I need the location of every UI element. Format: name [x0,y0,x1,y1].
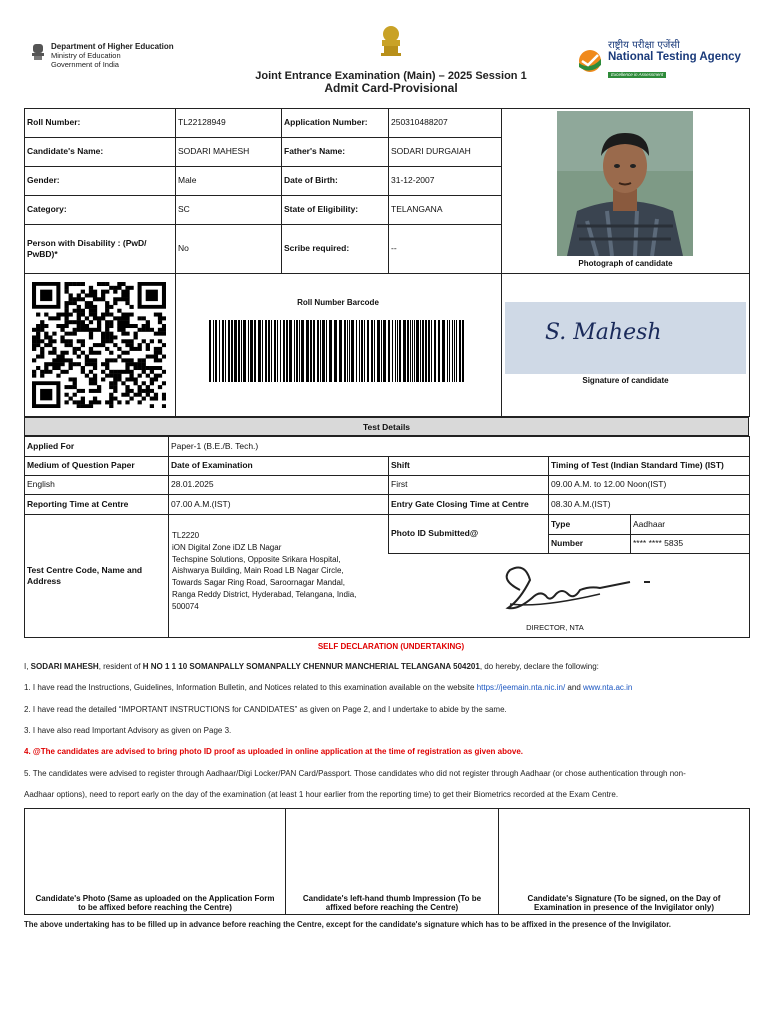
category-value: SC [178,204,190,214]
candidate-signature: S. Mahesh [545,320,662,345]
qr-code-icon [32,282,166,408]
candidate-name-label: Candidate's Name: [27,146,104,156]
timing-value: 09.00 A.M. to 12.00 Noon(IST) [551,479,667,489]
intro-address: H NO 1 1 10 SOMANPALLY SOMANPALLY CHENNUR MANCHERIAL TELANGANA 504201 [142,662,480,671]
reporting-time-label: Reporting Time at Centre [27,498,129,509]
declaration-point-4: 4. @The candidates are advised to bring photo ID proof as uploaded in online application at the time of registration as given above. [24,747,523,756]
photo-id-label: Photo ID Submitted@ [391,528,479,538]
application-number-label: Application Number: [284,117,368,127]
pwd-label: Person with Disability : (PwD/ PwBD)* [27,237,147,259]
scribe-label: Scribe required: [284,243,350,253]
thumb-impression-box [285,808,499,915]
shift-label: Shift [391,460,410,470]
nta-hindi-name: राष्ट्रीय परीक्षा एजेंसी [608,40,680,51]
undertaking-footer-note: The above undertaking has to be filled up in advance before reaching the Centre, except for the candidate's signature which has to be affixed in the presence of the Invigilator. [24,920,671,929]
department-name: Department of Higher Education [51,42,174,51]
admit-card-header [0,0,768,100]
applied-for-value: Paper-1 (B.E./B. Tech.) [171,440,259,451]
roll-number-value: TL22128949 [178,117,226,127]
state-eligibility-label: State of Eligibility: [284,204,359,214]
person-photo-icon [557,111,693,256]
barcode-caption: Roll Number Barcode [297,298,379,307]
photo-box-caption: Candidate's Photo (Same as uploaded on the Application Form to be affixed before reaching the Centre) [35,894,275,912]
photo-caption: Photograph of candidate [578,259,673,268]
medium-value: English [27,479,55,489]
declaration-point-2: 2. I have read the detailed “IMPORTANT INSTRUCTIONS for CANDIDATES” as given on Page 2, and I undertake to abide by the same. [24,705,507,714]
intro-text: I, [24,662,31,671]
medium-label: Medium of Question Paper [27,460,135,470]
point-text: and [565,683,583,692]
id-number-value: **** **** 5835 [633,538,684,548]
department-block [30,42,174,69]
director-caption: DIRECTOR, NTA [526,623,584,632]
jeemain-link[interactable]: https://jeemain.nta.nic.in/ [476,683,566,692]
national-emblem-icon [30,42,46,62]
candidate-signature-box [505,302,746,374]
timing-label: Timing of Test (Indian Standard Time) (IST) [551,460,724,470]
dob-value: 31-12-2007 [391,175,435,185]
gate-closing-label: Entry Gate Closing Time at Centre [391,498,529,509]
nta-english-name: National Testing Agency [608,51,741,63]
declaration-intro [24,661,754,672]
declaration-title: SELF DECLARATION (UNDERTAKING) [317,642,465,651]
qr-code [32,282,166,408]
ministry-name: Ministry of Education [51,51,121,60]
intro-text: , do hereby, declare the following: [479,662,599,671]
applied-for-label: Applied For [27,440,75,451]
candidate-photo [557,111,693,256]
exam-date-value: 28.01.2025 [171,479,214,489]
reporting-time-value: 07.00 A.M.(IST) [171,498,231,509]
declaration-point-5a: 5. The candidates were advised to register through Aadhaar/Digi Locker/PAN Card/Passport. Those candidates who did not register through Aadhaar (or chose authentication through non- [24,769,686,778]
test-centre-address [172,530,386,613]
centre-line: 500074 [172,601,199,611]
point-text: 1. I have read the Instructions, Guidelines, Information Bulletin, and Notices related to this examination available on the website [24,683,477,692]
nta-website-link[interactable]: www.nta.ac.in [583,683,633,692]
national-emblem-icon [376,24,406,60]
intro-text: , resident of [98,662,143,671]
declaration-point-1 [24,682,754,693]
exam-title: Joint Entrance Examination (Main) – 2025 Session 1 [255,70,527,82]
nta-logo-icon [576,49,604,73]
id-number-label: Number [551,538,584,548]
father-name-label: Father's Name: [284,146,346,156]
centre-line: TL2220 [172,531,200,540]
centre-line: Techspine Solutions, Opposite Srikara Hospital, [172,554,341,564]
gender-value: Male [178,175,197,185]
declaration-point-3: 3. I have also read Important Advisory as given on Page 3. [24,726,232,735]
candidate-signature-sign-box [498,808,750,915]
candidate-photo-box [24,808,286,915]
gate-closing-value: 08.30 A.M.(IST) [551,498,611,509]
father-name-value: SODARI DURGAIAH [391,146,471,156]
id-type-label: Type [551,518,571,529]
exam-date-label: Date of Examination [171,460,253,470]
state-eligibility-value: TELANGANA [391,204,443,214]
roll-number-label: Roll Number: [27,117,81,127]
centre-line: Ranga Reddy District, Hyderabad, Telangana, India, [172,589,357,599]
thumb-box-caption: Candidate's left-hand thumb Impression (To be affixed before reaching the Centre) [302,894,482,912]
id-type-value: Aadhaar [633,518,666,529]
shift-value: First [391,479,408,489]
centre-line: Towards Sagar Ring Road, Saroornagar Mandal, [172,578,345,588]
signature-box-caption: Candidate's Signature (To be signed, on the Day of Examination in presence of the Invigilator only) [527,894,721,912]
admit-card-title: Admit Card-Provisional [324,81,458,95]
application-number-value: 250310488207 [391,117,448,127]
scribe-value: -- [391,243,397,253]
centre-line: iON Digital Zone iDZ LB Nagar [172,542,282,552]
candidate-name-value: SODARI MAHESH [178,146,250,156]
declaration-point-5b: Aadhaar options), need to report early on the day of the examination (at least 1 hour earlier from the reporting time) to get their Biometrics recorded at the Exam Centre. [24,790,619,799]
pwd-value: No [178,243,189,253]
test-centre-label: Test Centre Code, Name and Address [27,565,143,586]
gender-label: Gender: [27,175,60,185]
nta-tagline: Excellence in Assessment [608,72,666,78]
centre-line: Aishwarya Building, Main Road LB Nagar Circle, [172,566,344,576]
category-label: Category: [27,204,67,214]
test-details-header: Test Details [24,417,749,436]
roll-number-barcode [209,320,468,382]
director-signature-icon [480,560,660,620]
dob-label: Date of Birth: [284,175,338,185]
signature-caption: Signature of candidate [582,376,669,385]
intro-candidate-name: SODARI MAHESH [30,662,99,671]
government-name: Government of India [51,60,119,69]
